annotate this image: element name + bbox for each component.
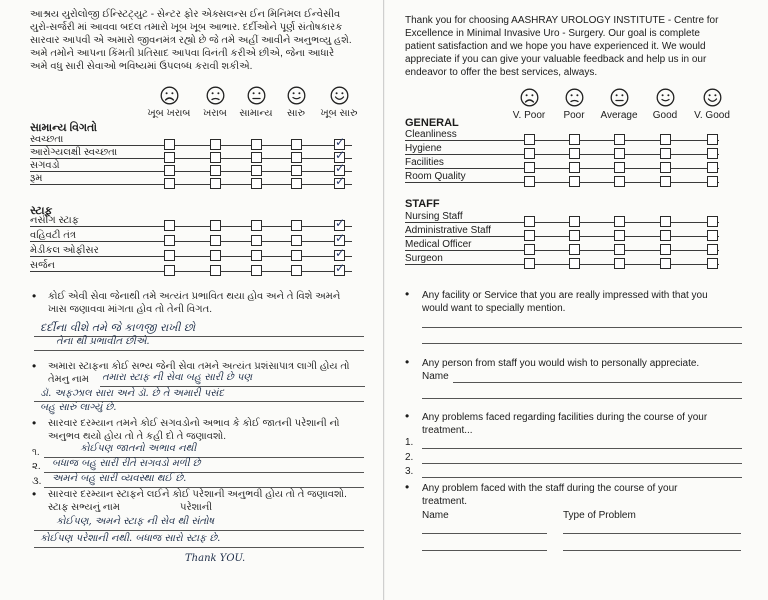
rating-label: ખૂબ ખરાબ (147, 108, 191, 119)
rating-checkbox[interactable] (660, 258, 671, 269)
question-line: તેમનુ નામ (48, 374, 89, 385)
rating-checkbox[interactable] (164, 220, 175, 231)
question-line: treatment... (422, 425, 473, 436)
rating-checkbox[interactable] (660, 176, 671, 187)
rating-checkbox[interactable] (569, 230, 580, 241)
row-line (30, 158, 352, 159)
rating-checkbox[interactable] (524, 244, 535, 255)
intro-line: patient satisfaction and we hope you have experienced it. We would (405, 41, 706, 52)
question-line: કોઈ એવી સેવા જેનાથી તમે અત્યંત પ્રભાવિત થયા હોવ અને તે વિશે અમને (48, 291, 341, 302)
rating-label: Poor (563, 110, 585, 121)
bullet: • (405, 287, 410, 301)
bullet: • (405, 409, 410, 423)
very-good-face-icon (703, 88, 722, 107)
very-good-face-icon (330, 86, 349, 105)
rating-checkbox[interactable] (660, 134, 671, 145)
rating-checkbox[interactable] (251, 152, 262, 163)
question-facility-problems (48, 417, 378, 443)
name-label: Name (422, 371, 449, 382)
row-line (405, 250, 719, 251)
answer-line (34, 530, 364, 531)
handwritten-answer: ડૉ. અફઝાલ સારા અને ડૉ. છે તે અમારી પસંદ (40, 388, 224, 399)
checkmark-icon: ✓ (335, 246, 346, 260)
handwritten-thanks: Thank YOU. (185, 553, 246, 564)
column-header-problem-type: Type of Problem (563, 510, 636, 521)
rating-row-label: નર્સીંગ સ્ટાફ (30, 215, 79, 226)
rating-checkbox[interactable] (164, 139, 175, 150)
intro-line: આશ્રય યુરોલોજી ઈન્સ્ટિટ્યુટ - સેન્ટર ફોર એક્સલન્સ ઈન મિનિમલ ઈન્વેસીવ (30, 9, 341, 20)
checkmark-icon: ✓ (335, 174, 346, 188)
bullet: • (405, 355, 410, 369)
rating-checkbox[interactable] (524, 134, 535, 145)
rating-row-label: સ્વચ્છતા (30, 134, 64, 145)
row-line (405, 140, 719, 141)
rating-checkbox[interactable] (569, 176, 580, 187)
answer-number: ૧. (32, 447, 40, 458)
row-line (30, 271, 352, 272)
rating-checkbox[interactable] (660, 244, 671, 255)
answer-line[interactable] (422, 533, 547, 534)
rating-checkbox[interactable] (210, 235, 221, 246)
row-line (405, 182, 719, 183)
question-staff-problems (422, 482, 762, 508)
question-line: સારવાર દરમ્યાન તમને કોઈ સગવડોનો અભાવ કે કોઈ જાતની પરેશાની નો (48, 418, 340, 429)
handwritten-answer: બધાજ બહુ સારી રીતે સગવડો મળી છે (52, 458, 201, 469)
checkmark-icon: ✓ (335, 261, 346, 275)
average-face-icon (247, 86, 266, 105)
intro-line: endeavor to offer the best services, always. (405, 67, 598, 78)
handwritten-answer: દર્દીના વીશે તમે જે કાળજી રાખી છો (40, 321, 196, 334)
rating-checkbox[interactable] (251, 165, 262, 176)
rating-checkbox[interactable] (524, 230, 535, 241)
good-face-icon (287, 86, 306, 105)
rating-label: ખૂબ સારુ (320, 108, 358, 119)
answer-number: ૩. (32, 476, 42, 487)
rating-checkbox[interactable] (291, 235, 302, 246)
answer-line[interactable] (422, 398, 742, 399)
rating-label: V. Poor (512, 110, 546, 121)
rating-checkbox[interactable] (251, 139, 262, 150)
rating-checkbox[interactable] (164, 178, 175, 189)
intro-line: યુરો-સર્જરી માં આવવા બદલ તમારો ખૂબ ખૂબ આભાર. દર્દીઓને પૂર્ણ સંતોષકારક (30, 22, 343, 33)
poor-face-icon (565, 88, 584, 107)
rating-checkbox[interactable] (614, 244, 625, 255)
question-facility-problems (422, 411, 762, 437)
intro-line: Thank you for choosing AASHRAY UROLOGY INSTITUTE - Centre for (405, 15, 719, 26)
checkmark-icon: ✓ (335, 148, 346, 162)
checkmark-icon: ✓ (335, 135, 346, 149)
intro-line: Excellence in Minimal Invasive Uro - Surgery. Our goal is complete (405, 28, 700, 39)
rating-row-label: વહિવટી તંત્ર (30, 230, 77, 241)
row-line (30, 171, 352, 172)
rating-row-label: મેડીકલ ઓફીસર (30, 245, 99, 256)
question-staff-appreciation: Any person from staff you would wish to personally appreciate. (422, 358, 700, 369)
rating-checkbox[interactable] (569, 148, 580, 159)
rating-checkbox[interactable] (524, 176, 535, 187)
bullet: • (32, 416, 37, 430)
very-poor-face-icon (520, 88, 539, 107)
bullet: • (32, 487, 37, 501)
handwritten-answer: કોઈપણ જાતનો અભાવ નથી (80, 443, 197, 454)
rating-label: સામાન્ય (239, 108, 273, 119)
rating-checkbox[interactable] (291, 139, 302, 150)
answer-number: ૨. (32, 461, 41, 472)
english-intro (405, 14, 763, 79)
answer-line (34, 350, 364, 351)
rating-row-label: સર્જન (30, 260, 56, 271)
rating-checkbox[interactable] (707, 134, 718, 145)
rating-checkbox[interactable] (524, 148, 535, 159)
rating-checkbox[interactable] (569, 258, 580, 269)
question-line: would want to specially mention. (422, 303, 566, 314)
rating-checkbox[interactable] (164, 165, 175, 176)
rating-checkbox[interactable] (660, 230, 671, 241)
question-line: અનુભવ થયો હોય તો તે કહી દો તે જણાવશો. (48, 431, 226, 442)
rating-label: V. Good (694, 110, 730, 121)
intro-line: appreciate if you can give your valuable feedback and help us in our (405, 54, 707, 65)
bullet: • (405, 480, 410, 494)
rating-checkbox[interactable] (210, 139, 221, 150)
row-line (30, 184, 352, 185)
handwritten-answer: તેના થી પ્રભાવીત છીએ. (56, 336, 150, 347)
rating-checkbox[interactable] (524, 162, 535, 173)
row-line (405, 222, 719, 223)
rating-label: ખરાબ (203, 108, 227, 119)
rating-checkbox[interactable] (660, 148, 671, 159)
checkmark-icon: ✓ (335, 216, 346, 230)
answer-line[interactable] (563, 533, 741, 534)
intro-line: અમે વધુ સારી સેવાઓ ભવિષ્યમાં ઉપલબ્ધ કરાવી શકીએ. (30, 61, 253, 72)
bullet: • (32, 289, 37, 303)
rating-checkbox[interactable] (291, 165, 302, 176)
rating-row-label: Surgeon (405, 253, 443, 264)
rating-checkbox[interactable] (707, 148, 718, 159)
row-line (30, 241, 352, 242)
question-line: treatment. (422, 496, 468, 507)
answer-line[interactable] (563, 550, 741, 551)
row-line (405, 168, 719, 169)
rating-checkbox[interactable] (614, 162, 625, 173)
rating-checkbox[interactable] (524, 216, 535, 227)
answer-line[interactable] (422, 550, 547, 551)
bullet: • (32, 359, 37, 373)
rating-checkbox[interactable] (291, 265, 302, 276)
answer-number: 3. (405, 466, 414, 477)
rating-checkbox[interactable] (614, 134, 625, 145)
staff-section-title: સ્ટાફ (30, 205, 53, 217)
rating-row-label: Cleanliness (405, 129, 457, 140)
rating-checkbox[interactable] (569, 244, 580, 255)
rating-checkbox[interactable] (291, 178, 302, 189)
rating-checkbox[interactable] (614, 230, 625, 241)
question-impressed-service (48, 290, 378, 316)
average-face-icon (610, 88, 629, 107)
row-line (405, 236, 719, 237)
rating-checkbox[interactable] (614, 258, 625, 269)
answer-line (34, 547, 364, 548)
rating-row-label: આરોગ્યલક્ષી સ્વચ્છતા (30, 147, 118, 158)
rating-checkbox[interactable] (210, 250, 221, 261)
rating-checkbox[interactable] (707, 216, 718, 227)
intro-line: અમે તમોને આપના કિંમતી પ્રતિસાદ આપવા વિનંતી કરીએ છીએ, જેના આધારે (30, 48, 335, 59)
rating-checkbox[interactable] (291, 250, 302, 261)
rating-checkbox[interactable] (569, 162, 580, 173)
rating-checkbox[interactable] (164, 250, 175, 261)
handwritten-answer: અમને બહુ સારી વ્યવસ્થા થઈ છે. (52, 473, 187, 484)
row-line (30, 226, 352, 227)
rating-checkbox[interactable] (210, 165, 221, 176)
answer-line[interactable] (453, 382, 742, 383)
handwritten-answer: કોઈપણ, અમને સ્ટાફ ની સેવ થી સંતોષ (56, 516, 215, 527)
rating-checkbox[interactable] (291, 152, 302, 163)
rating-checkbox[interactable] (251, 235, 262, 246)
question-line: અમારા સ્ટાફના કોઈ સભ્ય જેની સેવા તમને અત્યંત પ્રશંસાપાત્ર લાગી હોય તો (48, 361, 350, 372)
handwritten-answer: તમારા સ્ટાફ ની સેવા બહુ સારી છે પણ (102, 372, 253, 383)
general-section-title: GENERAL (405, 117, 459, 129)
rating-row-label: Hygiene (405, 143, 442, 154)
answer-line (100, 386, 365, 387)
answer-number: 1. (405, 437, 414, 448)
rating-checkbox[interactable] (164, 265, 175, 276)
rating-checkbox[interactable] (210, 220, 221, 231)
question-line: Any problems faced regarding facilities during the course of your (422, 412, 708, 423)
rating-row-label: સગવડો (30, 160, 60, 171)
row-line (30, 256, 352, 257)
rating-label: Good (652, 110, 678, 121)
rating-checkbox[interactable] (569, 216, 580, 227)
rating-row-label: Administrative Staff (405, 225, 491, 236)
checkmark-icon: ✓ (335, 231, 346, 245)
rating-checkbox[interactable] (614, 148, 625, 159)
question-line: Any facility or Service that you are really impressed with that you (422, 290, 708, 301)
handwritten-answer: કોઈપણ પરેશાની નથી. બધાજ સારો સ્ટાફ છે. (40, 533, 221, 544)
answer-line[interactable] (422, 448, 742, 449)
rating-checkbox[interactable] (707, 162, 718, 173)
rating-row-label: રૂમ (30, 173, 43, 184)
rating-row-label: Room Quality (405, 171, 466, 182)
rating-label: Average (600, 110, 638, 121)
rating-checkbox[interactable] (291, 220, 302, 231)
rating-checkbox[interactable] (251, 265, 262, 276)
column-header-staff-name: સ્ટાફ સભ્યનું નામ (48, 502, 120, 513)
answer-line[interactable] (422, 463, 742, 464)
answer-line[interactable] (422, 343, 742, 344)
rating-checkbox[interactable] (210, 178, 221, 189)
intro-line: સારવાર આપવી એ અમારો જીવનમંત્ર રહ્યો છે જે તમે અહીં આવીને અનુભવ્યુ હશે. (30, 35, 352, 46)
rating-row-label: Medical Officer (405, 239, 472, 250)
row-line (405, 264, 719, 265)
answer-number: 2. (405, 452, 414, 463)
question-impressed-service (422, 289, 762, 315)
question-staff-problems: સારવાર દરમ્યાન સ્ટાફને લઈને કોઈ પરેશાની અનુભવી હોય તો તે જણાવશો. (48, 489, 347, 500)
handwritten-answer: બહુ સારું લાગ્યું છે. (40, 402, 117, 413)
rating-checkbox[interactable] (251, 178, 262, 189)
column-header-name: Name (422, 510, 449, 521)
rating-checkbox[interactable] (164, 235, 175, 246)
answer-line[interactable] (422, 477, 742, 478)
rating-row-label: Facilities (405, 157, 444, 168)
rating-checkbox[interactable] (660, 162, 671, 173)
column-header-problem: પરેશાની (180, 502, 213, 513)
very-poor-face-icon (160, 86, 179, 105)
rating-checkbox[interactable] (210, 152, 221, 163)
row-line (30, 145, 352, 146)
row-line (405, 154, 719, 155)
poor-face-icon (206, 86, 225, 105)
rating-checkbox[interactable] (614, 216, 625, 227)
rating-checkbox[interactable] (164, 152, 175, 163)
rating-checkbox[interactable] (707, 230, 718, 241)
rating-label: સારુ (287, 108, 305, 119)
rating-checkbox[interactable] (707, 176, 718, 187)
english-page (385, 0, 768, 600)
question-line: ખાસ જણાવવા માંગતા હોવ તો તેની વિગત. (48, 304, 212, 315)
good-face-icon (656, 88, 675, 107)
checkmark-icon: ✓ (335, 161, 346, 175)
rating-checkbox[interactable] (660, 216, 671, 227)
question-line: Any problem faced with the staff during the course of your (422, 483, 678, 494)
rating-checkbox[interactable] (251, 220, 262, 231)
general-section-title: સામાન્ય વિગતો (30, 122, 98, 134)
rating-checkbox[interactable] (251, 250, 262, 261)
rating-checkbox[interactable] (614, 176, 625, 187)
gujarati-intro (30, 8, 375, 73)
rating-checkbox[interactable] (524, 258, 535, 269)
rating-checkbox[interactable] (210, 265, 221, 276)
answer-line[interactable] (422, 327, 742, 328)
rating-checkbox[interactable] (569, 134, 580, 145)
staff-section-title: STAFF (405, 198, 440, 210)
rating-checkbox[interactable] (707, 244, 718, 255)
rating-checkbox[interactable] (707, 258, 718, 269)
rating-row-label: Nursing Staff (405, 211, 463, 222)
